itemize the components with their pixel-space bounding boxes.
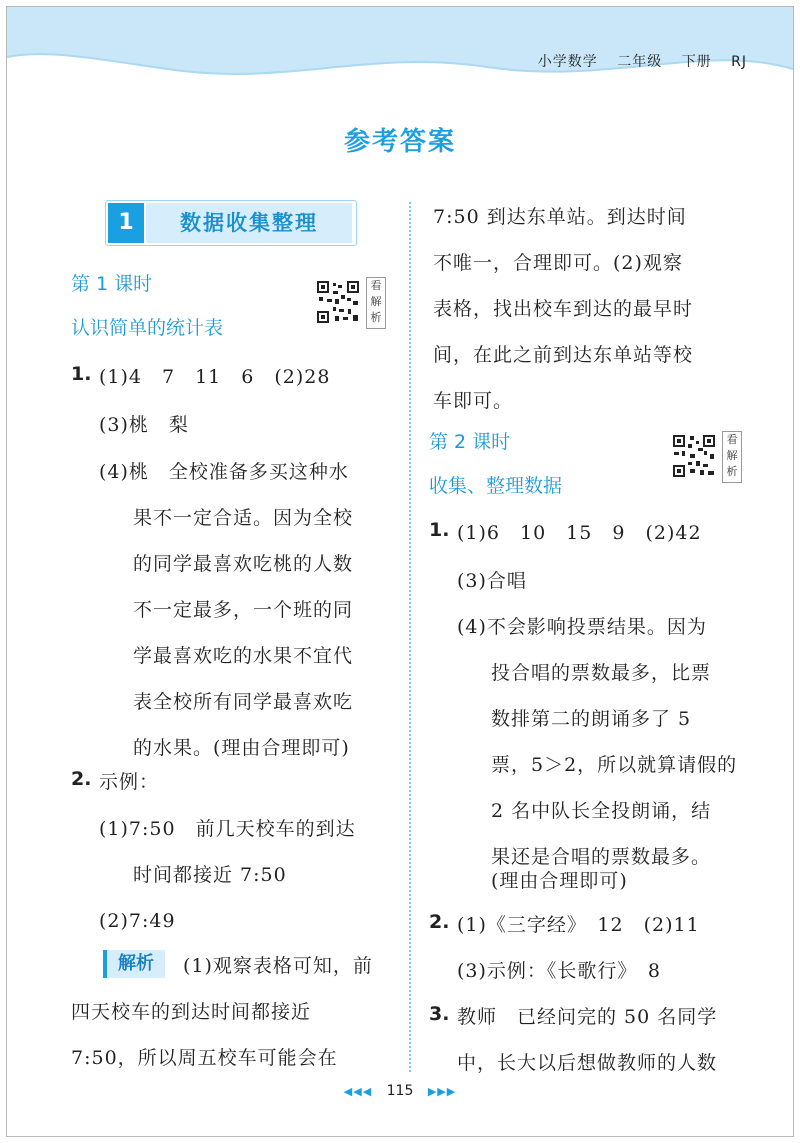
answer-line: (3)桃 梨	[99, 414, 189, 436]
qr-label	[722, 431, 742, 483]
question-number: 2.	[71, 768, 92, 790]
answer-line: 表格，找出校车到达的最早时	[433, 298, 694, 320]
answer-line: 四天校车的到达时间都接近	[71, 1001, 312, 1023]
answer-line: 果还是合唱的票数最多。	[491, 846, 712, 868]
qr-label-text: 看解析	[370, 279, 382, 324]
answer-line: 投合唱的票数最多，比票	[491, 662, 712, 684]
qr-label-text: 看解析	[726, 433, 738, 478]
answer-line: (4)不会影响投票结果。因为	[457, 616, 707, 638]
question-number: 1.	[71, 363, 92, 385]
answer-line: 车即可。	[433, 390, 514, 412]
answer-line: 表全校所有同学最喜欢吃	[133, 691, 354, 713]
question-number: 1.	[429, 519, 450, 541]
answer-line: (4)桃 全校准备多买这种水	[99, 461, 349, 483]
chapter-name: 数据收集整理	[146, 203, 352, 243]
answer-line: 教师 已经问完的 50 名同学	[457, 1006, 718, 1028]
answer-line: 票，5＞2，所以就算请假的	[491, 754, 738, 776]
answer-line: 果不一定合适。因为全校	[133, 507, 354, 529]
qr-label	[366, 277, 386, 329]
answer-line: 的水果。(理由合理即可)	[133, 737, 350, 759]
answer-line: 间，在此之前到达东单站等校	[433, 344, 694, 366]
prev-arrows-icon: ◀◀◀	[343, 1085, 373, 1098]
lesson2-label: 第 2 课时	[429, 431, 511, 453]
answer-line: (1)4 7 11 6 (2)28	[99, 366, 331, 388]
answer-line: (1)7:50 前几天校车的到达	[99, 818, 356, 840]
series-edition: RJ	[731, 54, 747, 70]
answer-line: 不唯一，合理即可。(2)观察	[433, 252, 683, 274]
next-arrows-icon: ▶▶▶	[427, 1085, 457, 1098]
answer-line: (理由合理即可)	[491, 870, 628, 892]
answer-line: (2)7:49	[99, 910, 176, 932]
answer-line: (1)6 10 15 9 (2)42	[457, 522, 702, 544]
series-subject: 小学数学	[537, 54, 598, 70]
page-title: 参考答案	[343, 127, 456, 157]
answer-line: (1)《三字经》 12 (2)11	[457, 914, 700, 936]
series-label	[524, 51, 747, 71]
answer-line: (1)观察表格可知，前	[183, 955, 373, 977]
page-footer	[7, 1083, 793, 1099]
answer-line: (3)合唱	[457, 570, 527, 592]
series-grade: 二年级	[617, 54, 663, 70]
answer-line: 中，长大以后想做教师的人数	[457, 1052, 718, 1074]
answer-line: 时间都接近 7:50	[133, 864, 287, 886]
qr-code-icon[interactable]	[315, 279, 361, 325]
answer-line: 示例：	[99, 771, 160, 793]
page	[6, 6, 794, 1137]
answer-line: 学最喜欢吃的水果不宜代	[133, 645, 354, 667]
explanation-tag: 解析	[103, 950, 165, 978]
question-number: 2.	[429, 911, 450, 933]
answer-line: 7:50，所以周五校车可能会在	[71, 1047, 338, 1069]
answer-line: 数排第二的朗诵多了 5	[491, 708, 692, 730]
qr-code-icon[interactable]	[671, 433, 717, 479]
question-number: 3.	[429, 1003, 450, 1025]
lesson1-label: 第 1 课时	[71, 273, 153, 295]
answer-line: (3)示例：《长歌行》 8	[457, 960, 662, 982]
lesson2-topic: 收集、整理数据	[429, 475, 563, 497]
chapter-number: 1	[108, 203, 144, 243]
column-divider	[409, 202, 411, 1072]
answer-line: 2 名中队长全投朗诵，结	[491, 800, 712, 822]
series-volume: 下册	[681, 54, 712, 70]
lesson1-topic: 认识简单的统计表	[71, 317, 224, 339]
chapter-banner	[105, 200, 357, 246]
answer-line: 的同学最喜欢吃桃的人数	[133, 553, 354, 575]
answer-line: 7:50 到达东单站。到达时间	[433, 206, 687, 228]
answer-line: 不一定最多，一个班的同	[133, 599, 354, 621]
page-number: 115	[386, 1083, 414, 1099]
